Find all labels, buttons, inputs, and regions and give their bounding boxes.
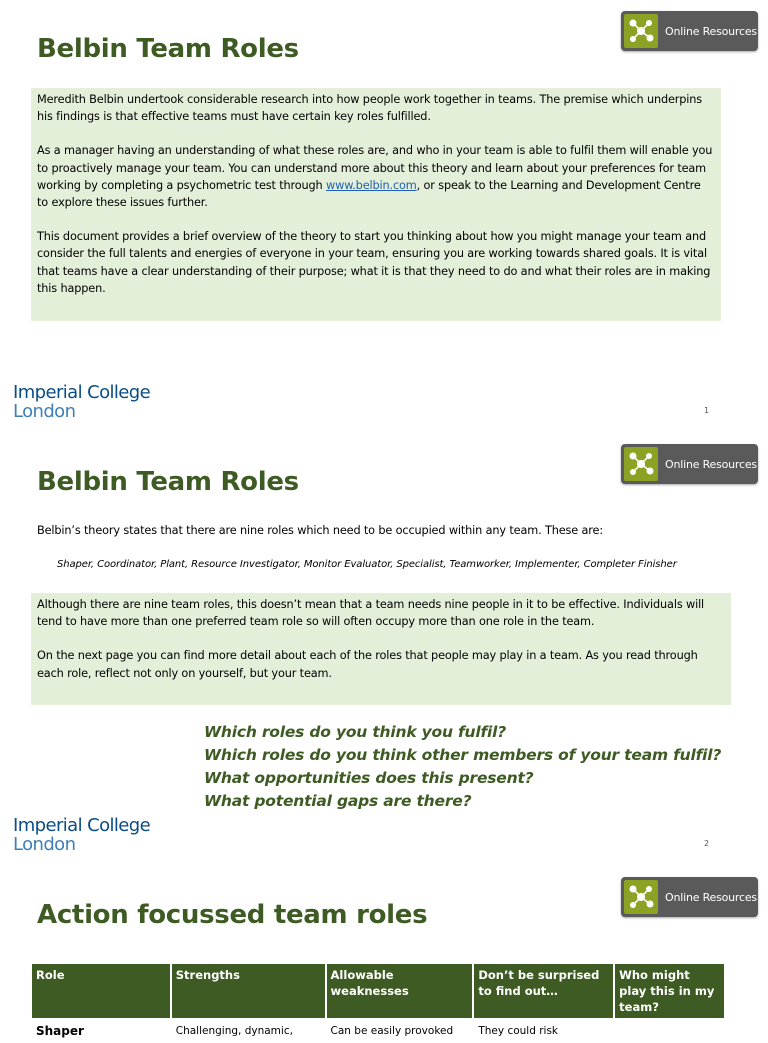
col-header-surprise: Don’t be surprised to find out…	[473, 964, 614, 1019]
col-header-who: Who might play this in my team?	[614, 964, 725, 1019]
badge-label: Online Resources	[665, 24, 757, 38]
paragraph: Although there are nine team roles, this doesn’t mean that a team needs nine people in it to be effective. Individuals will tend to have more than one preferred team role so will often occupy more than one role in the team.	[37, 598, 705, 629]
cell-who[interactable]	[614, 1019, 725, 1043]
page-title: Action focussed team roles	[37, 900, 428, 930]
imperial-college-logo: Imperial College London	[13, 815, 151, 855]
reflection-question: What potential gaps are there?	[204, 792, 472, 810]
col-header-role: Role	[32, 964, 171, 1019]
paragraph: This document provides a brief overview of the theory to start you thinking about how you might manage your team and consider the full talents and energies of everyone in your team, ensuring you are working towards shared goals. It is vital that teams have a clear understanding of their purpose; what it is that they need to do and what their roles are in making this happen.	[37, 230, 711, 295]
cell-surprise: They could risk	[473, 1019, 614, 1043]
network-nodes-icon	[624, 880, 658, 914]
reflection-question: Which roles do you think you fulfil?	[204, 723, 507, 741]
reflection-question: What opportunities does this present?	[204, 769, 534, 787]
paragraph: As a manager having an understanding of what these roles are, and who in your team is able to fulfil them will enable you to proactively manage your team. You can understand more about this theory and learn about your preferences for team working by completing a psychometric test through www.belbin.com, or speak to the Learning and Development Centre to explore these issues further.	[37, 144, 713, 210]
badge-label: Online Resources	[665, 457, 757, 471]
intro-box	[31, 88, 721, 321]
network-nodes-icon	[624, 14, 658, 48]
cell-role: Shaper	[32, 1019, 171, 1043]
intro-text: Belbin’s theory states that there are nine roles which need to be occupied within any team. These are:	[37, 524, 603, 537]
online-resources-badge[interactable]	[621, 11, 758, 51]
page-number: 1	[704, 406, 710, 415]
roles-list: Shaper, Coordinator, Plant, Resource Investigator, Monitor Evaluator, Specialist, Teamworker, Implementer, Completer Finisher	[57, 559, 677, 570]
cell-strengths: Challenging, dynamic,	[171, 1019, 326, 1043]
table-row	[32, 1019, 725, 1043]
slide-1	[0, 0, 768, 433]
page-title: Belbin Team Roles	[37, 34, 299, 64]
belbin-link[interactable]: www.belbin.com	[326, 178, 417, 192]
network-nodes-icon	[624, 447, 658, 481]
badge-label: Online Resources	[665, 890, 757, 904]
slide-2	[0, 433, 768, 866]
table-header-row	[32, 964, 725, 1019]
paragraph: On the next page you can find more detail about each of the roles that people may play in a team. As you read through each role, reflect not only on yourself, but your team.	[37, 649, 698, 680]
info-box	[31, 593, 731, 705]
cell-weaknesses: Can be easily provoked	[326, 1019, 474, 1043]
imperial-college-logo: Imperial College London	[13, 382, 151, 422]
page-number: 2	[704, 839, 710, 848]
reflection-question: Which roles do you think other members of your team fulfil?	[204, 746, 722, 764]
col-header-weaknesses: Allowable weaknesses	[326, 964, 474, 1019]
col-header-strengths: Strengths	[171, 964, 326, 1019]
page-title: Belbin Team Roles	[37, 467, 299, 497]
online-resources-badge[interactable]	[621, 877, 758, 917]
paragraph: Meredith Belbin undertook considerable research into how people work together in teams. The premise which underpins his findings is that effective teams must have certain key roles fulfilled.	[37, 93, 703, 124]
slide-3	[0, 866, 768, 1038]
roles-table	[32, 964, 726, 1043]
online-resources-badge[interactable]	[621, 444, 758, 484]
